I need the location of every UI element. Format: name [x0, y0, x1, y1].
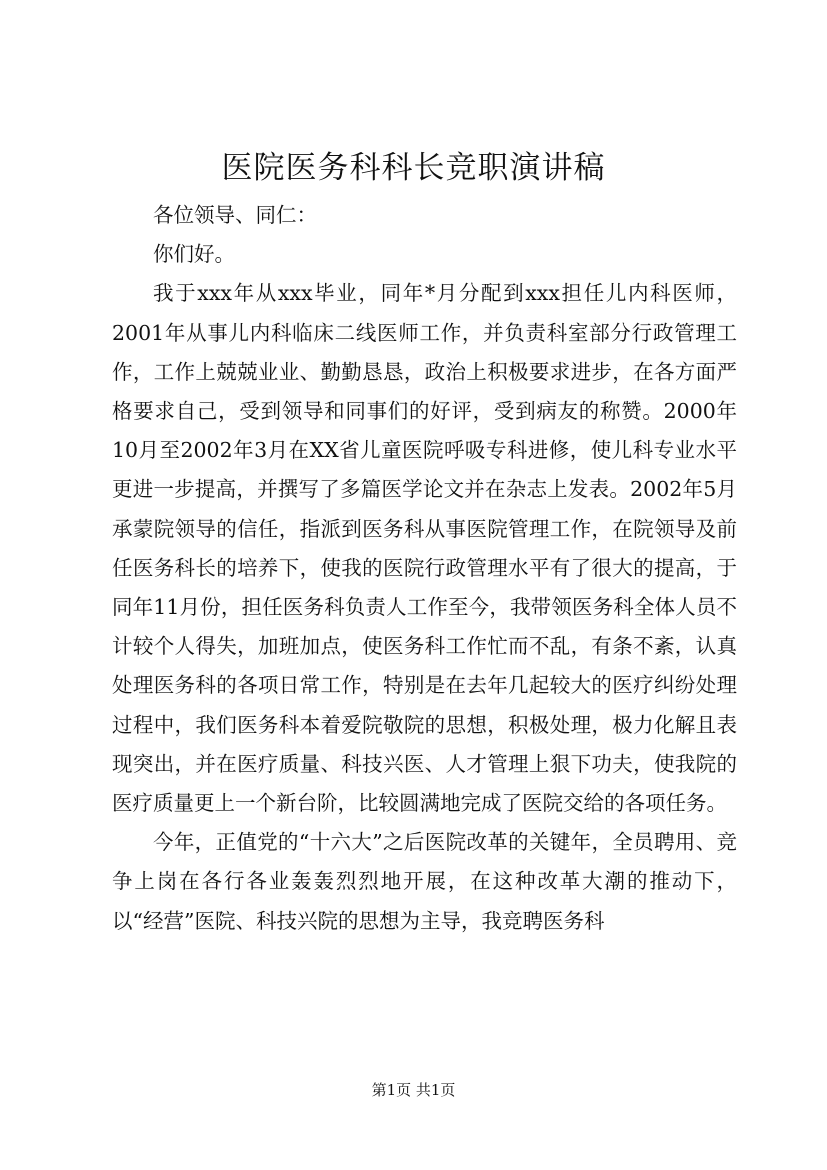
body-paragraph: 今年，正值党的“十六大”之后医院改革的关键年，全员聘用、竞争上岗在各行各业轰轰烈烈地开展，在这种改革大潮的推动下，以“经营”医院、科技兴院的思想为主导，我竞聘医务科: [112, 830, 737, 933]
body-paragraph: 我于xxx年从xxx毕业，同年*月分配到xxx担任儿内科医师，2001年从事儿内科临床二线医师工作，并负责科室部分行政管理工作，工作上兢兢业业、勤勤恳恳，政治上积极要求进步，在各方面严格要求自己，受到领导和同事们的好评，受到病友的称赞。2000年10月至2002年3月在XX省儿童医院呼吸专科进修，使儿科专业水平更进一步提高，并撰写了多篇医学论文并在杂志上发表。2002年5月承蒙院领导的信任，指派到医务科从事医院管理工作，在院领导及前任医务科长的培养下，使我的医院行政管理水平有了很大的提高，于同年11月份，担任医务科负责人工作至今，我带领医务科全体人员不计较个人得失，加班加点，使医务科工作忙而不乱，有条不紊，认真处理医务科的各项日常工作，特别是在去年几起较大的医疗纠纷处理过程中，我们医务科本着爱院敬院的思想，积极处理，极力化解且表现突出，并在医疗质量、科技兴医、人才管理上狠下功夫，使我院的医疗质量更上一个新台阶，比较圆满地完成了医院交给的各项任务。: [112, 281, 737, 816]
salutation: 各位领导、同仁：: [153, 203, 317, 227]
document-body: [112, 196, 737, 941]
document-title: 医院医务科科长竞职演讲稿: [221, 150, 606, 186]
page-footer: 第1页 共1页: [371, 1081, 456, 1099]
greeting: 你们好。: [153, 242, 235, 267]
